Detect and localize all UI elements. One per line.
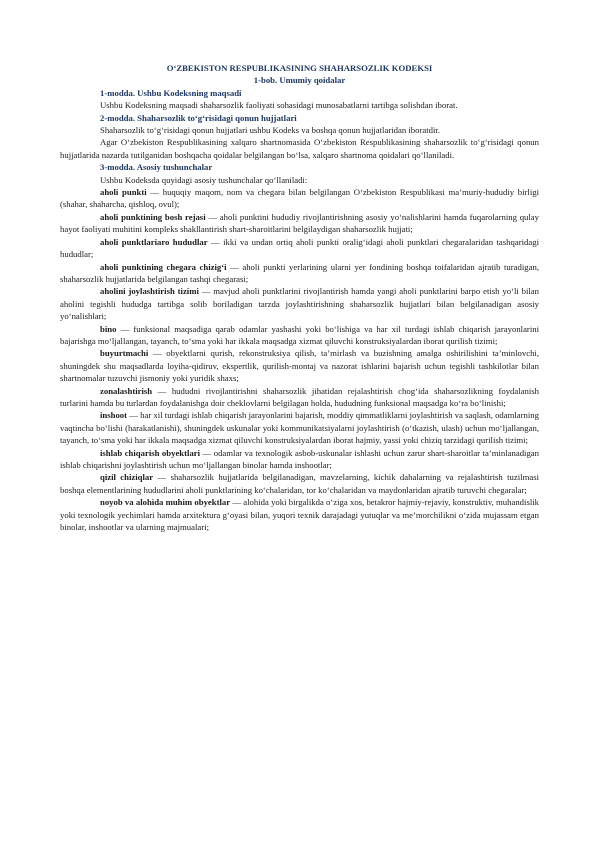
definition-paragraph — [60, 471, 539, 496]
definition-paragraph — [60, 447, 539, 472]
article-heading: 3-modda. Asosiy tushunchalar — [100, 162, 213, 173]
definition-paragraph — [60, 385, 539, 410]
paragraph — [60, 136, 539, 161]
definition-paragraph — [60, 409, 539, 446]
paragraph-text: — huquqiy maqom, nom va chegara bilan belgilangan O‘zbekiston Respublikasi ma’muriy-hududiy birligi (shahar, shaharcha, qishloq, ovul); — [60, 187, 539, 210]
paragraph-text: — funksional maqsadiga qarab odamlar yashashi yoki bo‘lishiga va har xil turdagi ishlab chiqarish jarayonlarini bajarishga mo‘ljallangan, tayanch, to‘sma yoki har ikkala maqsadga xizmat qiluvchi konstruksiyalardan iborat qurilish tizimi; — [60, 323, 539, 346]
paragraph-text: — odamlar va texnologik asbob-uskunalar ishlashi uchun zarur shart-sharoitlar ta’minlanadigan ishlab chiqarishni joylashtirish uchun mo‘ljallangan binolar hamda inshootlar; — [60, 447, 539, 470]
definition-paragraph — [60, 285, 539, 322]
paragraph-text: — hududni rivojlantirishni shaharsozlik jihatidan rejalashtirish chog‘ida shaharsozlikning foydalanish turlarini hamda bu turlardan foydalanishga doir cheklovlarni belgilagan holda, hududning funksional maqsadga ko‘ra bo‘linishi; — [60, 385, 539, 408]
definition-paragraph — [60, 186, 539, 211]
definition-paragraph — [60, 496, 539, 533]
paragraph-text: — mavjud aholi punktlarini rivojlantirish hamda yangi aholi punktlarini barpo etish yo‘li bilan aholini tegishli hududga tartibga solib boriladigan tarzda joylashtirishning shaharsozlik hujjatlari bilan belgilanadigan asosiy yo‘nalishlari; — [60, 286, 539, 322]
paragraph-text: — alohida yoki birgalikda o‘ziga xos, betakror hajmiy-rejaviy, konstruktiv, muhandislik yoki texnologik yechimlari hamda arxitektura g‘oyasi bilan, yuqori texnik darajadagi yutuqlar va me’morchilikni o‘zida mujassam etgan binolar, inshootlar va ularning majmualari; — [60, 497, 539, 533]
paragraph-text: — obyektlarni qurish, rekonstruksiya qilish, ta’mirlash va buzishning amalga oshirilishini ta’minlovchi, shuningdek shu maqsadlarda loyiha-qidiruv, ekspertlik, qurilish-montaj va nazorat ishlarini bajarish uchun tegishli tashkilotlar bilan shartnomalar tuzuvchi jismoniy yoki yuridik shaxs; — [60, 348, 539, 384]
defined-term: aholi punktining bosh rejasi — [100, 211, 206, 222]
defined-term: noyob va alohida muhim obyektlar — [100, 497, 231, 508]
paragraph-text: — aholi punktini hududiy rivojlantirishning asosiy yo‘nalishlarini hamda fuqarolarning qulay hayot faoliyati muhitini kompleks shakllantirish shart-sharoitlarini belgilaydigan shaharsozlik hujjati; — [60, 211, 539, 235]
defined-term: ishlab chiqarish obyektlari — [100, 447, 201, 458]
paragraph-text: — shaharsozlik hujjatlarida belgilanadigan, mavzelarning, kichik dahalarning va rejalashtirish tuzilmasi boshqa elementlarining hududlarini aholi punktlarining ko‘chalaridan, tor ko‘chalaridan va maydonlaridan ajratib turuvchi chegaralar; — [60, 472, 539, 495]
defined-term: qizil chiziqlar — [100, 472, 154, 483]
article-heading: 2-modda. Shaharsozlik to‘g‘risidagi qonun hujjatlari — [100, 112, 297, 123]
definition-paragraph — [60, 211, 539, 236]
paragraph-text: — har xil turdagi ishlab chiqarish jarayonlarini bajarish, moddiy qimmatliklarni joylashtirish va saqlash, odamlarning vaqtincha bo‘lishi (harakatlanishi), shuningdek uskunalar yoki kommunikatsiyalarni joylashtirish (o‘tkazish, ulash) uchun mo‘ljallangan, tayanch, to‘sma yoki har ikkala maqsadga xizmat qiluvchi konstruksiyalardan iborat hajmiy, yassi yoki chiziq tarzidagi qurilish tizimi; — [60, 410, 539, 446]
document-title: O‘ZBEKISTON RESPUBLIKASINING SHAHARSOZLIK KODEKSI — [166, 63, 433, 73]
paragraph — [60, 124, 539, 136]
defined-term: buyurtmachi — [100, 348, 149, 359]
paragraph-text: — ikki va undan ortiq aholi punkti oralig‘idagi aholi punktlari chegaralaridan tashqaridagi hududlar; — [60, 236, 539, 260]
document-page — [60, 62, 539, 533]
paragraph-text: Ushbu Kodeksning maqsadi shaharsozlik faoliyati sohasidagi munosabatlarni tartibga solishdan iborat. — [100, 100, 458, 111]
defined-term: aholi punktlariaro hududlar — [100, 236, 208, 247]
defined-term: aholi punktining chegara chizig‘i — [100, 261, 227, 272]
definition-paragraph — [60, 323, 539, 348]
chapter-heading: 1-bob. Umumiy qoidalar — [253, 75, 346, 86]
definition-paragraph — [60, 261, 539, 286]
document-body — [60, 87, 539, 534]
defined-term: aholini joylashtirish tizimi — [100, 286, 199, 297]
article-heading: 1-modda. Ushbu Kodeksning maqsadi — [100, 87, 242, 98]
definition-paragraph — [60, 236, 539, 261]
paragraph-text: Ushbu Kodeksda quyidagi asosiy tushunchalar qo‘llaniladi: — [100, 174, 308, 185]
defined-term: bino — [100, 323, 117, 334]
paragraph-text: — aholi punkti yerlarining ularni yer fondining boshqa toifalaridan ajratib turadigan, shaharsozlik hujjatlarida belgilangan tashqi chegarasi; — [60, 261, 539, 284]
defined-term: aholi punkti — [100, 187, 147, 198]
paragraph-text: Agar O‘zbekiston Respublikasining xalqaro shartnomasida O‘zbekiston Respublikasining shaharsozlik to‘g‘risidagi qonun hujjatlarida nazarda tutilganidan boshqacha qoidalar belgilangan bo‘lsa, xalqaro shartnoma qoidalari qo‘llaniladi. — [60, 137, 539, 160]
defined-term: inshoot — [100, 410, 128, 421]
paragraph-text: Shaharsozlik to‘g‘risidagi qonun hujjatlari ushbu Kodeks va boshqa qonun hujjatlaridan iboratdir. — [100, 125, 440, 136]
paragraph — [60, 174, 539, 186]
definition-paragraph — [60, 347, 539, 384]
defined-term: zonalashtirish — [100, 385, 153, 396]
paragraph — [60, 99, 539, 111]
